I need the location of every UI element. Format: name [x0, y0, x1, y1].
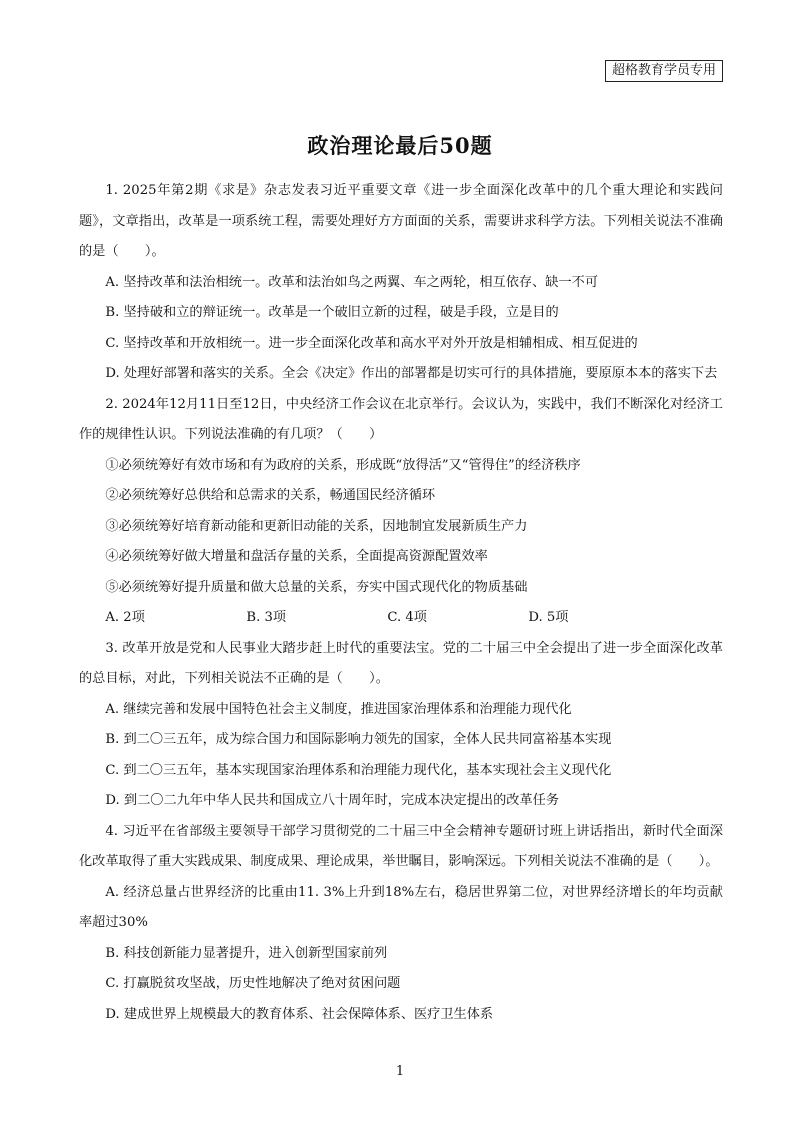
- page-title: 政治理论最后50题: [307, 133, 493, 158]
- question-2-option-b: B. 3项: [246, 610, 287, 625]
- question-4-stem: 4. 习近平在省部级主要领导干部学习贯彻党的二十届三中全会精神专题研讨班上讲话指出，新时代全面深化改革取得了重大实践成果、制度成果、理论成果，举世瞩目，影响深远。下列相关说法不准确的是（ ）。: [79, 823, 723, 869]
- question-4-option-d: D. 建成世界上规模最大的教育体系、社会保障体系、医疗卫生体系: [105, 1006, 494, 1022]
- question-1-option-a: A. 坚持改革和法治相统一。改革和法治如鸟之两翼、车之两轮，相互依存、缺一不可: [105, 274, 599, 290]
- question-2-option-a: A. 2项: [105, 610, 145, 625]
- page-number: 1: [395, 1064, 405, 1079]
- question-1-stem: 1. 2025年第2期《求是》杂志发表习近平重要文章《进一步全面深化改革中的几个重大理论和实践问题》，文章指出，改革是一项系统工程，需要处理好方方面面的关系，需要讲求科学方法。下列相关说法不准确的是（ ）。: [79, 183, 723, 259]
- question-4-option-b: B. 科技创新能力显著提升，进入创新型国家前列: [105, 945, 388, 961]
- question-3-option-b: B. 到二〇三五年，成为综合国力和国际影响力领先的国家，全体人民共同富裕基本实现: [105, 732, 612, 747]
- question-3-stem: 3. 改革开放是党和人民事业大踏步赶上时代的重要法宝。党的二十届三中全会提出了进一步全面深化改革的总目标，对此，下列相关说法不正确的是（ ）。: [79, 640, 723, 686]
- question-2-option-d: D. 5项: [528, 610, 569, 625]
- usage-stamp: 超格教育学员专用: [605, 60, 723, 82]
- question-1-option-c: C. 坚持改革和开放相统一。进一步全面深化改革和高水平对外开放是相辅相成、相互促进的: [105, 335, 638, 351]
- question-2-item-1: ①必须统筹好有效市场和有为政府的关系，形成既“放得活”又“管得住”的经济秩序: [105, 457, 581, 473]
- question-2-item-3: ③必须统筹好培育新动能和更新旧动能的关系，因地制宜发展新质生产力: [105, 518, 528, 534]
- question-4-option-a: A. 经济总量占世界经济的比重由11. 3%上升到18%左右，稳居世界第二位，对世界经济增长的年均贡献率超过30%: [79, 884, 723, 930]
- question-2-options: [79, 603, 723, 634]
- question-2-item-4: ④必须统筹好做大增量和盘活存量的关系，全面提高资源配置效率: [105, 549, 488, 564]
- question-3-option-c: C. 到二〇三五年，基本实现国家治理体系和治理能力现代化，基本实现社会主义现代化: [105, 762, 612, 778]
- question-1-option-d: D. 处理好部署和落实的关系。全会《决定》作出的部署都是切实可行的具体措施，要原原本本的落实下去: [105, 366, 718, 381]
- question-1-option-b: B. 坚持破和立的辩证统一。改革是一个破旧立新的过程，破是手段，立是目的: [105, 305, 559, 320]
- question-3-option-d: D. 到二〇二九年中华人民共和国成立八十周年时，完成本决定提出的改革任务: [105, 793, 560, 808]
- question-2-option-c: C. 4项: [387, 610, 427, 625]
- question-4-option-c: C. 打赢脱贫攻坚战，历史性地解决了绝对贫困问题: [105, 976, 401, 991]
- question-body: [79, 176, 723, 1030]
- question-2-stem: 2. 2024年12月11日至12日，中央经济工作会议在北京举行。会议认为，实践中，我们不断深化对经济工作的规律性认识。下列说法准确的有几项？（ ）: [79, 396, 723, 442]
- question-2-item-5: ⑤必须统筹好提升质量和做大总量的关系，夯实中国式现代化的物质基础: [105, 579, 528, 595]
- question-3-option-a: A. 继续完善和发展中国特色社会主义制度，推进国家治理体系和治理能力现代化: [105, 701, 572, 717]
- question-2-item-2: ②必须统筹好总供给和总需求的关系，畅通国民经济循环: [105, 488, 436, 503]
